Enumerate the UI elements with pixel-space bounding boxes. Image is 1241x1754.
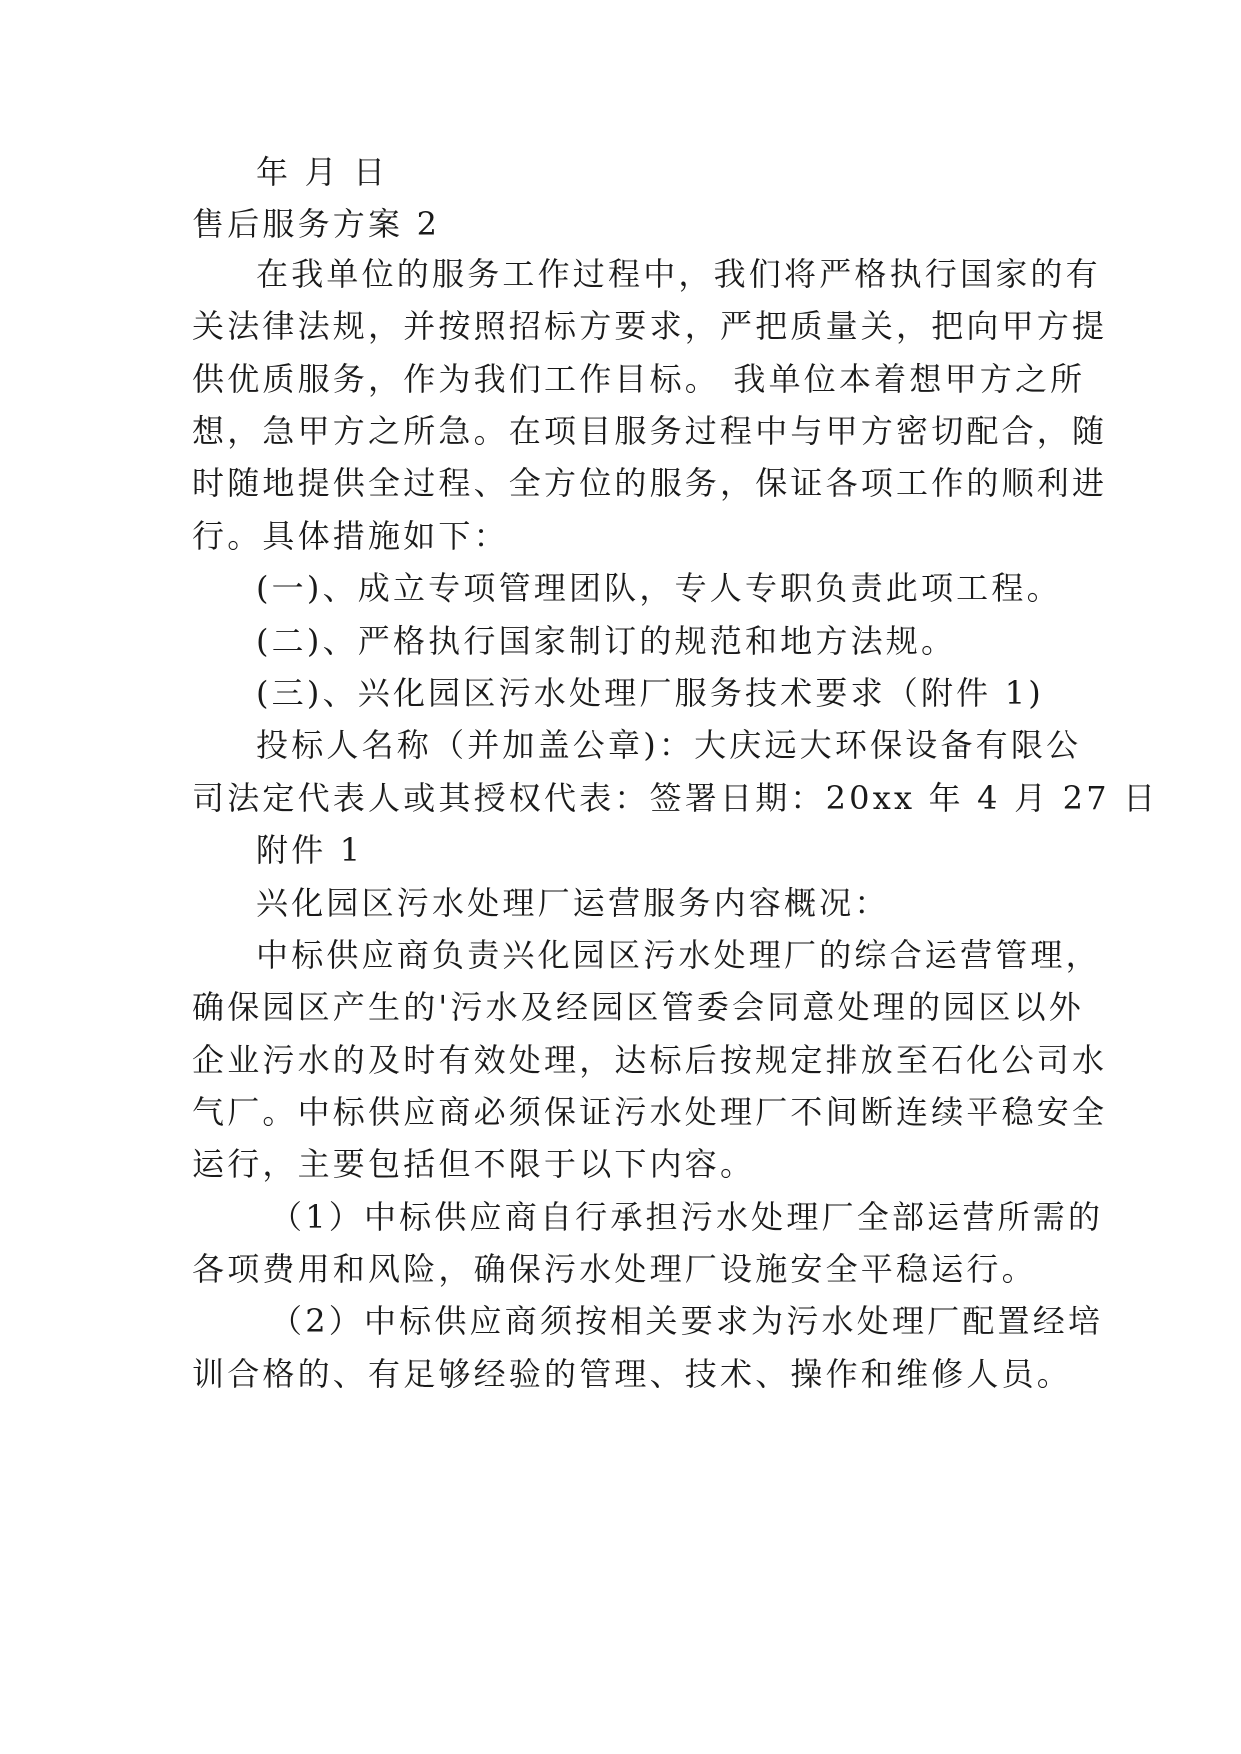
paragraph-line: 企业污水的及时有效处理，达标后按规定排放至石化公司水 [192,1041,1108,1079]
paragraph-line: 关法律法规，并按照招标方要求，严把质量关，把向甲方提 [192,307,1108,345]
numbered-item: （1）中标供应商自行承担污水处理厂全部运营所需的 [270,1198,1104,1236]
numbered-item-continuation: 各项费用和风险，确保污水处理厂设施安全平稳运行。 [192,1250,1037,1288]
measure-item: (二)、严格执行国家制订的规范和地方法规。 [256,622,957,660]
paragraph-line: 行。具体措施如下： [192,517,509,555]
paragraph-line: 中标供应商负责兴化园区污水处理厂的综合运营管理， [256,936,1101,974]
date-line: 年 月 日 [256,153,389,191]
measure-item: (三)、兴化园区污水处理厂服务技术要求（附件 1) [256,674,1044,712]
paragraph-line: 运行，主要包括但不限于以下内容。 [192,1145,756,1183]
paragraph-line: 确保园区产生的'污水及经园区管委会同意处理的园区以外 [192,988,1084,1026]
bidder-line: 司法定代表人或其授权代表：签署日期：20xx 年 4 月 27 日 [192,779,1159,817]
paragraph-line: 时随地提供全过程、全方位的服务，保证各项工作的顺利进 [192,464,1108,502]
attachment-label: 附件 1 [256,831,364,869]
section-title: 售后服务方案 2 [192,205,441,243]
measure-item: (一)、成立专项管理团队，专人专职负责此项工程。 [256,569,1062,607]
bidder-line: 投标人名称（并加盖公章)：大庆远大环保设备有限公 [256,726,1082,764]
numbered-item: （2）中标供应商须按相关要求为污水处理厂配置经培 [270,1302,1104,1340]
overview-title: 兴化园区污水处理厂运营服务内容概况： [256,884,890,922]
paragraph-line: 在我单位的服务工作过程中，我们将严格执行国家的有 [256,255,1101,293]
numbered-item-continuation: 训合格的、有足够经验的管理、技术、操作和维修人员。 [192,1355,1073,1393]
paragraph-line: 供优质服务，作为我们工作目标。 我单位本着想甲方之所 [192,360,1086,398]
paragraph-line: 气厂。中标供应商必须保证污水处理厂不间断连续平稳安全 [192,1093,1108,1131]
paragraph-line: 想，急甲方之所急。在项目服务过程中与甲方密切配合，随 [192,412,1108,450]
